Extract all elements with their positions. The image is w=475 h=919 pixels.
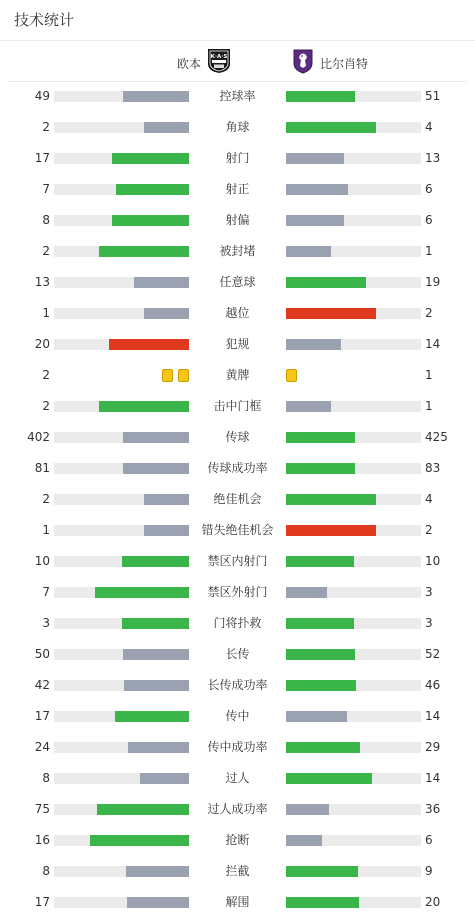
stat-bar-away-fill <box>286 866 358 877</box>
stat-row <box>0 763 475 794</box>
stat-away-value: 19 <box>425 275 441 289</box>
yellow-cards-away <box>286 369 297 382</box>
stat-bar-home-fill <box>123 91 189 102</box>
stat-bar-away <box>286 277 421 288</box>
stats-list <box>0 81 475 918</box>
stat-away-value: 10 <box>425 554 441 568</box>
stat-bar-home <box>54 432 189 443</box>
stat-bar-away <box>286 246 421 257</box>
stat-bar-home <box>54 246 189 257</box>
stat-label: 过人 <box>225 771 250 785</box>
stat-bar-home <box>54 556 189 567</box>
stat-bar-home-fill <box>127 897 189 908</box>
stat-bar-away-fill <box>286 680 356 691</box>
stat-bar-away <box>286 835 421 846</box>
stat-row <box>0 856 475 887</box>
stat-bar-away <box>286 618 421 629</box>
stat-bar-home-fill <box>99 246 189 257</box>
stat-away-value: 20 <box>425 895 441 909</box>
stat-away-value: 425 <box>425 430 448 444</box>
stat-home-value: 3 <box>42 616 50 630</box>
stat-row <box>0 608 475 639</box>
stat-home-value: 7 <box>42 585 50 599</box>
stat-row <box>0 577 475 608</box>
stat-home-value: 8 <box>42 213 50 227</box>
stat-bar-home-fill <box>109 339 189 350</box>
stat-bar-home <box>54 339 189 350</box>
stat-row <box>0 546 475 577</box>
stat-bar-away-fill <box>286 649 355 660</box>
stat-home-value: 8 <box>42 771 50 785</box>
stat-bar-away <box>286 866 421 877</box>
stat-away-value: 51 <box>425 89 441 103</box>
stat-bar-home-fill <box>97 804 189 815</box>
stat-bar-home-fill <box>144 494 189 505</box>
stat-bar-away <box>286 339 421 350</box>
stat-label: 射门 <box>225 151 250 165</box>
stat-bar-away-fill <box>286 308 376 319</box>
stat-bar-away <box>286 680 421 691</box>
stat-bar-home <box>54 277 189 288</box>
stat-bar-home-fill <box>144 122 189 133</box>
stat-bar-away-fill <box>286 525 376 536</box>
stat-bar-home <box>54 215 189 226</box>
stat-bar-away <box>286 91 421 102</box>
stat-bar-home-fill <box>144 525 189 536</box>
stat-row <box>0 484 475 515</box>
stat-home-value: 42 <box>34 678 50 692</box>
stat-bar-away-fill <box>286 246 331 257</box>
stat-bar-away-fill <box>286 91 355 102</box>
yellow-card-icon <box>286 369 297 382</box>
stat-row <box>0 701 475 732</box>
team-away[interactable] <box>292 48 368 78</box>
stat-label: 角球 <box>225 120 250 134</box>
stat-away-value: 29 <box>425 740 441 754</box>
stat-label: 越位 <box>225 306 250 320</box>
stat-label: 传球成功率 <box>207 461 268 475</box>
stat-bar-home-fill <box>115 711 189 722</box>
stat-bar-away <box>286 184 421 195</box>
stat-home-value: 50 <box>34 647 50 661</box>
stat-away-value: 2 <box>425 523 433 537</box>
stat-label: 犯规 <box>225 337 250 351</box>
stat-bar-away-fill <box>286 742 360 753</box>
stat-bar-away-fill <box>286 401 331 412</box>
stat-home-value: 17 <box>34 151 50 165</box>
stat-bar-away-fill <box>286 432 355 443</box>
stat-home-value: 402 <box>27 430 50 444</box>
stat-row <box>0 112 475 143</box>
stat-label: 传中 <box>225 709 250 723</box>
stat-away-value: 1 <box>425 368 433 382</box>
stat-bar-away-fill <box>286 773 372 784</box>
stat-away-value: 1 <box>425 244 433 258</box>
stat-home-value: 8 <box>42 864 50 878</box>
stat-away-value: 6 <box>425 833 433 847</box>
stat-away-value: 14 <box>425 337 441 351</box>
stat-label: 任意球 <box>219 275 256 289</box>
stat-bar-home <box>54 680 189 691</box>
stat-bar-home <box>54 742 189 753</box>
stat-row <box>0 267 475 298</box>
stat-row <box>0 143 475 174</box>
stat-row <box>0 360 475 391</box>
stat-bar-home-fill <box>123 432 189 443</box>
stat-row <box>0 887 475 918</box>
stat-bar-home-fill <box>123 463 189 474</box>
stat-label: 解围 <box>225 895 250 909</box>
stat-home-value: 2 <box>42 368 50 382</box>
stat-home-value: 75 <box>34 802 50 816</box>
stat-label: 黄牌 <box>225 368 250 382</box>
stat-home-value: 1 <box>42 306 50 320</box>
stat-bar-home-fill <box>122 618 190 629</box>
stat-bar-home <box>54 91 189 102</box>
stat-row <box>0 391 475 422</box>
stat-bar-home <box>54 494 189 505</box>
stat-bar-home <box>54 897 189 908</box>
stat-label: 被封堵 <box>219 244 256 258</box>
stat-bar-home-fill <box>95 587 190 598</box>
stat-bar-home-fill <box>140 773 189 784</box>
stat-away-value: 13 <box>425 151 441 165</box>
stat-label: 抢断 <box>225 833 250 847</box>
stat-bar-away <box>286 742 421 753</box>
stat-away-value: 46 <box>425 678 441 692</box>
stat-away-value: 1 <box>425 399 433 413</box>
stat-home-value: 1 <box>42 523 50 537</box>
stat-bar-away-fill <box>286 556 354 567</box>
stat-label: 射偏 <box>225 213 250 227</box>
stat-away-value: 9 <box>425 864 433 878</box>
svg-text:K·A·S: K·A·S <box>210 54 228 60</box>
stat-bar-home <box>54 773 189 784</box>
stat-bar-away-fill <box>286 711 347 722</box>
stat-bar-home-fill <box>124 680 189 691</box>
stat-bar-home-fill <box>112 153 189 164</box>
stat-bar-away <box>286 401 421 412</box>
stat-away-value: 52 <box>425 647 441 661</box>
stat-bar-home-fill <box>122 556 190 567</box>
stat-bar-away <box>286 432 421 443</box>
stat-home-value: 17 <box>34 895 50 909</box>
stat-home-value: 81 <box>34 461 50 475</box>
yellow-card-icon <box>162 369 173 382</box>
stat-away-value: 3 <box>425 616 433 630</box>
stat-row <box>0 515 475 546</box>
stat-label: 传中成功率 <box>207 740 268 754</box>
stat-away-value: 14 <box>425 709 441 723</box>
stat-bar-away-fill <box>286 835 322 846</box>
stat-label: 拦截 <box>225 864 250 878</box>
stat-row <box>0 794 475 825</box>
stat-bar-away-fill <box>286 618 354 629</box>
stat-bar-away-fill <box>286 897 359 908</box>
stat-home-value: 7 <box>42 182 50 196</box>
stat-row <box>0 81 475 112</box>
stat-bar-home-fill <box>128 742 189 753</box>
stat-label: 击中门框 <box>213 399 262 413</box>
stat-bar-away <box>286 122 421 133</box>
stat-bar-home <box>54 122 189 133</box>
stat-row <box>0 670 475 701</box>
stat-row <box>0 236 475 267</box>
stat-home-value: 13 <box>34 275 50 289</box>
stat-away-value: 14 <box>425 771 441 785</box>
stat-home-value: 49 <box>34 89 50 103</box>
stat-home-value: 20 <box>34 337 50 351</box>
stat-label: 射正 <box>225 182 250 196</box>
stat-bar-away <box>286 463 421 474</box>
stat-bar-away-fill <box>286 494 376 505</box>
stat-bar-away <box>286 649 421 660</box>
stat-label: 过人成功率 <box>207 802 268 816</box>
stat-bar-home <box>54 308 189 319</box>
stat-away-value: 83 <box>425 461 441 475</box>
stat-bar-away <box>286 153 421 164</box>
stat-home-value: 17 <box>34 709 50 723</box>
stat-bar-home-fill <box>123 649 189 660</box>
stat-label: 绝佳机会 <box>213 492 262 506</box>
stat-bar-home-fill <box>112 215 189 226</box>
stat-label: 长传 <box>225 647 250 661</box>
stat-away-value: 6 <box>425 182 433 196</box>
stat-row <box>0 174 475 205</box>
stat-row <box>0 298 475 329</box>
stat-home-value: 10 <box>34 554 50 568</box>
stat-bar-away <box>286 308 421 319</box>
team-home-name: 欧本 <box>176 56 201 71</box>
stat-home-value: 24 <box>34 740 50 754</box>
stat-bar-away <box>286 711 421 722</box>
stat-row <box>0 639 475 670</box>
stat-home-value: 2 <box>42 120 50 134</box>
team-home[interactable] <box>177 48 231 78</box>
stat-label: 门将扑救 <box>213 616 262 630</box>
stat-away-value: 6 <box>425 213 433 227</box>
stat-bar-home <box>54 184 189 195</box>
stat-bar-home <box>54 866 189 877</box>
stat-bar-away-fill <box>286 804 329 815</box>
stat-label: 长传成功率 <box>207 678 268 692</box>
stat-bar-home-fill <box>144 308 189 319</box>
stat-bar-home-fill <box>90 835 189 846</box>
stat-home-value: 2 <box>42 492 50 506</box>
beerschot-crest-icon <box>292 48 314 78</box>
stat-row <box>0 453 475 484</box>
stat-label: 控球率 <box>219 89 256 103</box>
stat-label: 错失绝佳机会 <box>201 523 274 537</box>
stat-bar-away <box>286 525 421 536</box>
stat-bar-away-fill <box>286 587 327 598</box>
stat-bar-away <box>286 556 421 567</box>
stat-row <box>0 825 475 856</box>
stat-bar-home-fill <box>99 401 189 412</box>
stat-home-value: 16 <box>34 833 50 847</box>
stat-bar-home-fill <box>116 184 189 195</box>
page-title: 技术统计 <box>14 11 75 29</box>
stat-bar-home-fill <box>126 866 189 877</box>
stat-bar-away <box>286 215 421 226</box>
stat-bar-home <box>54 463 189 474</box>
stat-away-value: 3 <box>425 585 433 599</box>
stat-bar-away <box>286 804 421 815</box>
team-away-name: 比尔肖特 <box>320 56 369 71</box>
stat-bar-away-fill <box>286 184 348 195</box>
stat-bar-home <box>54 649 189 660</box>
stat-label: 禁区内射门 <box>207 554 268 568</box>
stat-bar-away-fill <box>286 122 376 133</box>
stat-bar-home <box>54 711 189 722</box>
stat-bar-away <box>286 587 421 598</box>
stat-bar-home <box>54 525 189 536</box>
stat-bar-away <box>286 494 421 505</box>
kas-eupen-crest-icon <box>207 48 231 78</box>
stat-bar-away-fill <box>286 153 344 164</box>
divider <box>0 40 475 41</box>
stat-bar-home <box>54 835 189 846</box>
stat-bar-home <box>54 804 189 815</box>
stat-bar-away-fill <box>286 215 344 226</box>
stat-away-value: 2 <box>425 306 433 320</box>
stat-row <box>0 329 475 360</box>
yellow-card-icon <box>178 369 189 382</box>
yellow-cards-home <box>162 369 189 382</box>
stat-bar-home <box>54 153 189 164</box>
stat-away-value: 36 <box>425 802 441 816</box>
stat-label: 传球 <box>225 430 250 444</box>
teams-header <box>8 44 467 80</box>
stat-bar-home-fill <box>134 277 189 288</box>
stat-bar-home <box>54 401 189 412</box>
stat-row <box>0 422 475 453</box>
stat-label: 禁区外射门 <box>207 585 268 599</box>
stat-bar-home <box>54 618 189 629</box>
stat-home-value: 2 <box>42 399 50 413</box>
stat-row <box>0 732 475 763</box>
stat-home-value: 2 <box>42 244 50 258</box>
stat-bar-away-fill <box>286 277 366 288</box>
stat-bar-away-fill <box>286 463 355 474</box>
stat-bar-home <box>54 587 189 598</box>
stat-row <box>0 205 475 236</box>
stat-bar-away <box>286 773 421 784</box>
stat-away-value: 4 <box>425 492 433 506</box>
stat-bar-away-fill <box>286 339 341 350</box>
stat-bar-away <box>286 897 421 908</box>
stat-away-value: 4 <box>425 120 433 134</box>
